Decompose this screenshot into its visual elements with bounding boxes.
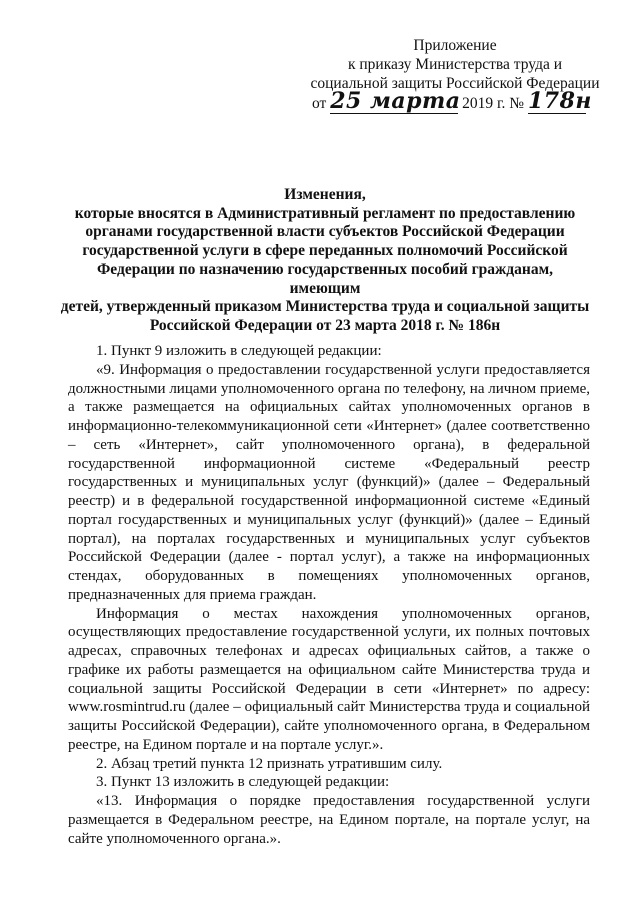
paragraph-item-3: 3. Пункт 13 изложить в следующей редакции:	[96, 774, 390, 791]
paragraph-item-2: 2. Абзац третий пункта 12 признать утратившим силу.	[96, 755, 443, 772]
order-dateline	[312, 88, 612, 114]
handwritten-date: 25 марта	[330, 88, 461, 114]
year-number-label: 2019 г. №	[462, 95, 525, 112]
paragraph-clause-13: «13. Информация о порядке предоставления государственной услуги размещается в Федеральном реестре, на Едином портале, на портале услуг, на сайте уполномоченного органа.».	[68, 793, 590, 847]
number-field	[527, 88, 592, 114]
title-line: Федерации по назначению государственных пособий гражданам, имеющим	[96, 260, 554, 297]
document-title	[60, 186, 590, 336]
date-field	[330, 88, 461, 114]
document-body	[68, 342, 590, 848]
paragraph-clause-9: «9. Информация о предоставлении государственной услуги предоставляется должностными лицами уполномоченного органа по телефону, на личном приеме, а также размещается на официальных сайтах уполномоченных органов в информационно-телекоммуникационной сети «Интернет» (далее соответственно – сеть «Интернет», сайт уполномоченного органа), в федеральной государственной информационной системе «Федеральный реестр государственных и муниципальных услуг (функций)» (далее – Федеральный реестр) и в федеральной государственной информационной системе «Единый портал государственных и муниципальных услуг (функций)» (далее – Единый портал), на порталах государственных и муниципальных услуг субъектов Российской Федерации (далее - портал услуг), а также на информационных стендах, оборудованных в помещениях уполномоченных органов, предназначенных для приема граждан.	[68, 361, 590, 603]
title-line: Изменения,	[284, 186, 366, 203]
appendix-ministry: социальной защиты Российской Федерации	[310, 75, 600, 92]
appendix-label: Приложение	[413, 37, 497, 54]
title-line: которые вносятся в Административный регламент по предоставлению	[74, 204, 576, 222]
appendix-order-ref: к приказу Министерства труда и	[347, 56, 563, 73]
paragraph-item-1: 1. Пункт 9 изложить в следующей редакции:	[96, 343, 382, 359]
appendix-header	[300, 36, 610, 93]
title-line: государственной услуги в сфере переданных полномочий Российской	[82, 242, 568, 260]
handwritten-number: 178н	[527, 88, 592, 114]
title-line: органами государственной власти субъектов Российской Федерации	[85, 223, 565, 241]
date-prefix: от	[312, 95, 327, 112]
title-line: детей, утвержденный приказом Министерства труда и социальной защиты	[60, 298, 590, 316]
title-line: Российской Федерации от 23 марта 2018 г. № 186н	[149, 316, 501, 334]
paragraph-clause-9-addresses: Информация о местах нахождения уполномоченных органов, осуществляющих предоставление государственной услуги, их полных почтовых адресах, справочных телефонах и адресах официальных сайтов, а также о графике их работы размещается на официальном сайте Министерства труда и социальной защиты Российской Федерации в сети «Интернет» по адресу: www.rosmintrud.ru (далее – официальный сайт Министерства труда и социальной защиты Российской Федерации), сайте уполномоченного органа, в Федеральном реестре, на Едином портале и на портале услуг.».	[68, 605, 590, 753]
